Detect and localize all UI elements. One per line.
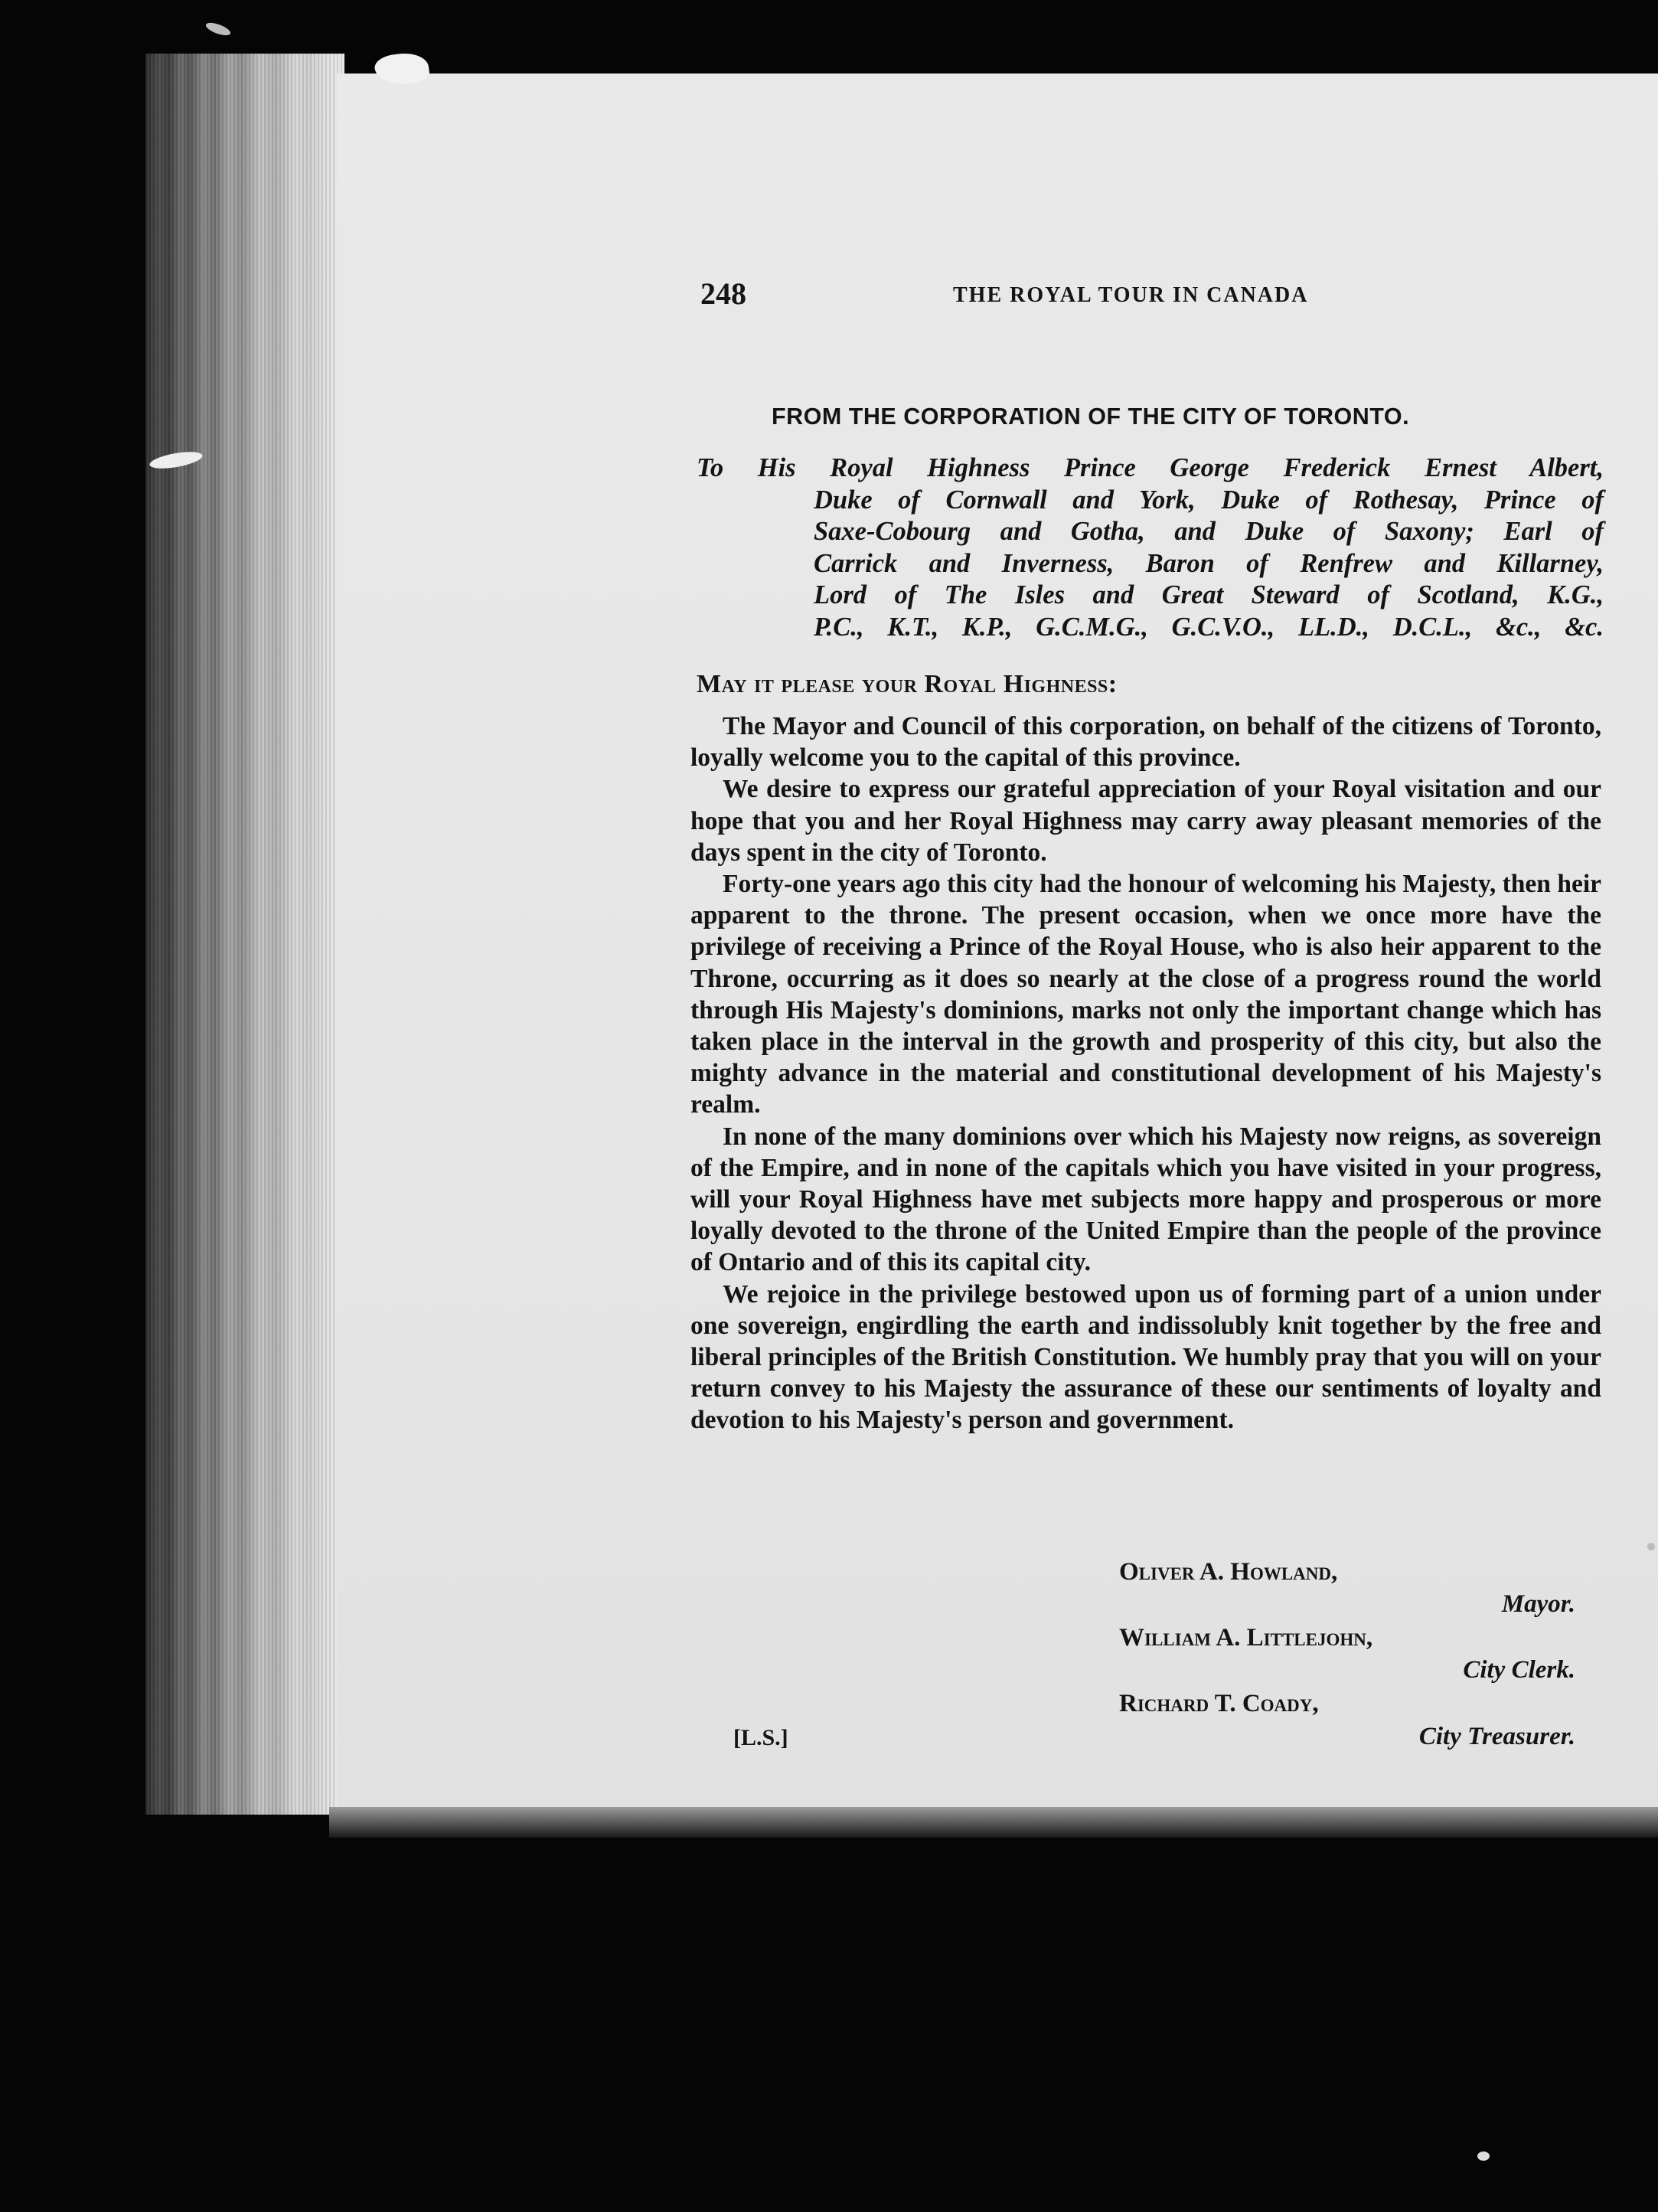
seal-mark: [L.S.] xyxy=(733,1725,788,1750)
address-body xyxy=(690,711,1601,1436)
running-title: THE ROYAL TOUR IN CANADA xyxy=(953,283,1309,307)
paragraph: In none of the many dominions over which his Majesty now reigns, as sovereign of the Empire, and in none of the capitals which you have visited in your progress, will your Royal Highness have met subjects more happy and prosperous or more loyally devoted to the throne of the United Empire than the people of the province of Ontario and of this its capital city. xyxy=(690,1122,1601,1277)
page-number: 248 xyxy=(700,276,746,311)
paragraph: We desire to express our grateful appreciation of your Royal visitation and our hope that you and her Royal Highness may carry away pleasant memories of the days spent in the city of Toronto. xyxy=(690,775,1601,867)
salutation: May it please your Royal Highness: xyxy=(697,670,1118,698)
signatory-name: Oliver A. Howland, xyxy=(1119,1558,1338,1586)
address-line: Carrick and Inverness, Baron of Renfrew and Killarney, xyxy=(814,548,1604,578)
signatory-name: William A. Littlejohn, xyxy=(1119,1624,1373,1652)
running-head xyxy=(0,276,1658,322)
address-line: Duke of Cornwall and York, Duke of Rothesay, Prince of xyxy=(814,485,1604,515)
dust-speck xyxy=(1647,1543,1655,1550)
address-line: To His Royal Highness Prince George Frederick Ernest Albert, xyxy=(697,453,1604,482)
address-line: P.C., K.T., K.P., G.C.M.G., G.C.V.O., LL.D., D.C.L., &c., &c. xyxy=(814,612,1604,642)
paragraph: The Mayor and Council of this corporation, on behalf of the citizens of Toronto, loyally welcome you to the capital of this province. xyxy=(690,712,1601,773)
signatory-title: City Clerk. xyxy=(1463,1656,1575,1684)
page-shadow xyxy=(329,1807,1658,1838)
paragraph: We rejoice in the privilege bestowed upon us of forming part of a union under one sovereign, engirdling the earth and indissolubly knit together by the free and liberal principles of the British Constitution. We humbly pray that you will on your return convey to his Majesty the assurance of these our sentiments of loyalty and devotion to his Majesty's person and government. xyxy=(690,1279,1601,1435)
paragraph: Forty-one years ago this city had the honour of welcoming his Majesty, then heir apparent to the throne. The present occasion, when we once more have the privilege of receiving a Prince of the Royal House, who is also heir apparent to the Throne, occurring as it does so nearly at the close of a progress round the world through His Majesty's dominions, marks not only the important change which has taken place in the interval in the growth and prosperity of this city, but also the mighty advance in the material and constitutional development of his Majesty's realm. xyxy=(690,870,1601,1119)
section-heading: FROM THE CORPORATION OF THE CITY OF TORONTO. xyxy=(772,404,1410,430)
address-line: Lord of The Isles and Great Steward of Scotland, K.G., xyxy=(814,580,1604,609)
signatory-title: City Treasurer. xyxy=(1418,1723,1575,1750)
signatory-title: Mayor. xyxy=(1501,1590,1575,1618)
address-block xyxy=(697,453,1604,643)
address-line: Saxe-Cobourg and Gotha, and Duke of Saxony; Earl of xyxy=(814,517,1604,546)
dust-speck xyxy=(1477,2152,1490,2161)
signatory-name: Richard T. Coady, xyxy=(1119,1690,1319,1717)
